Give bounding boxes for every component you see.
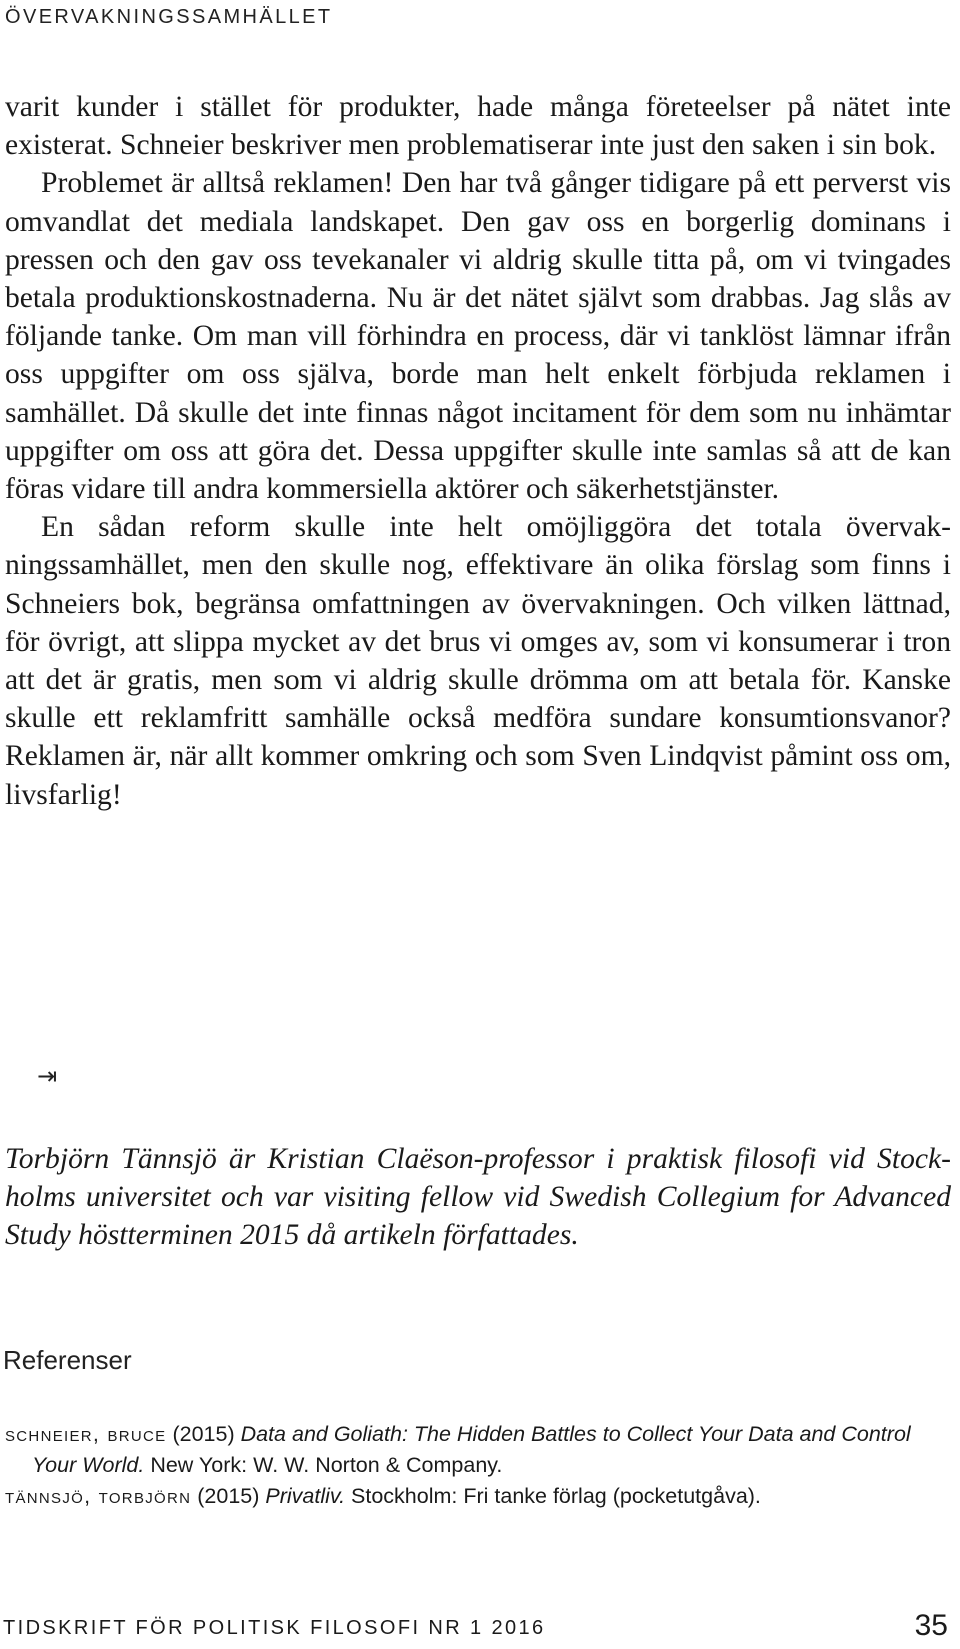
body-paragraph: En sådan reform skulle inte helt omöjliggöra det totala övervakningssamhället, men den skulle nog, effektivare än olika förslag som finns i Schneiers bok, begränsa omfattningen av övervakningen. Och vilken lättnad, för övrigt, att slippa mycket av det brus vi omges av, som vi konsumerar i tron att det är gratis, men som vi aldrig skulle drömma om att betala för. Kanske skulle ett reklamfritt samhälle också medföra sundare konsumtionsvanor? Reklamen är, när allt kommer omkring och som Sven Lindqvist påmint oss om, livsfarlig! [5, 511, 951, 811]
reference-list [5, 1419, 955, 1512]
reference-title: Data and Goliath: The Hidden Battles to Collect Your Data and Control Your World. [32, 1422, 911, 1477]
body-paragraph: varit kunder i stället för produkter, hade många företeelser på nätet inte existerat. Schneier beskriver men problematiserar inte just den saken i sin bok. [5, 91, 951, 162]
footer-journal-title: TIDSKRIFT FÖR POLITISK FILOSOFI NR 1 2016 [3, 1617, 546, 1639]
reference-title: Privatliv. [265, 1484, 346, 1508]
body-text [5, 88, 951, 814]
body-paragraph: Problemet är alltså reklamen! Den har två gånger tidigare på ett perverst vis omvandlat det mediala landskapet. Den gav oss en borgerlig dominans i pressen och den gav oss tevekanaler vi aldrig skulle titta på, om vi tvingades betala produktionskostnaderna. Nu är det nätet självt som drabbas. Jag slås av följande tanke. Om man vill förhindra en process, där vi tanklöst lämnar ifrån oss uppgifter om oss själva, borde man helt enkelt förbjuda reklamen i samhället. Då skulle det inte finnas något incitament för dem som nu inhämtar uppgifter om oss att göra det. Dessa uppgifter skulle inte samlas så att de kan föras vidare till andra kommersiella aktörer och säkerhetstjänster. [5, 167, 951, 506]
running-head: ÖVERVAKNINGSSAMHÄLLET [5, 6, 333, 28]
page-number: 35 [914, 1609, 948, 1642]
reference-author: schneier, bruce [5, 1422, 167, 1446]
reference-publisher: New York: W. W. Norton & Company. [150, 1453, 503, 1477]
reference-author: tännsjö, torbjörn [5, 1484, 192, 1508]
references-heading: Referenser [3, 1345, 132, 1375]
reference-item [5, 1481, 955, 1512]
reference-publisher: Stockholm: Fri tanke förlag (pocketutgåva). [351, 1484, 761, 1508]
reference-item [5, 1419, 955, 1481]
reference-year: (2015) [172, 1422, 235, 1446]
end-of-article-icon: ⇥ [37, 1062, 58, 1090]
author-note: Torbjörn Tännsjö är Kristian Claëson-professor i praktisk filosofi vid Stockholms universitet och var visiting fellow vid Swedish Collegium for Advanced Study höstterminen 2015 då artikeln författades. [5, 1143, 951, 1252]
reference-year: (2015) [197, 1484, 260, 1508]
